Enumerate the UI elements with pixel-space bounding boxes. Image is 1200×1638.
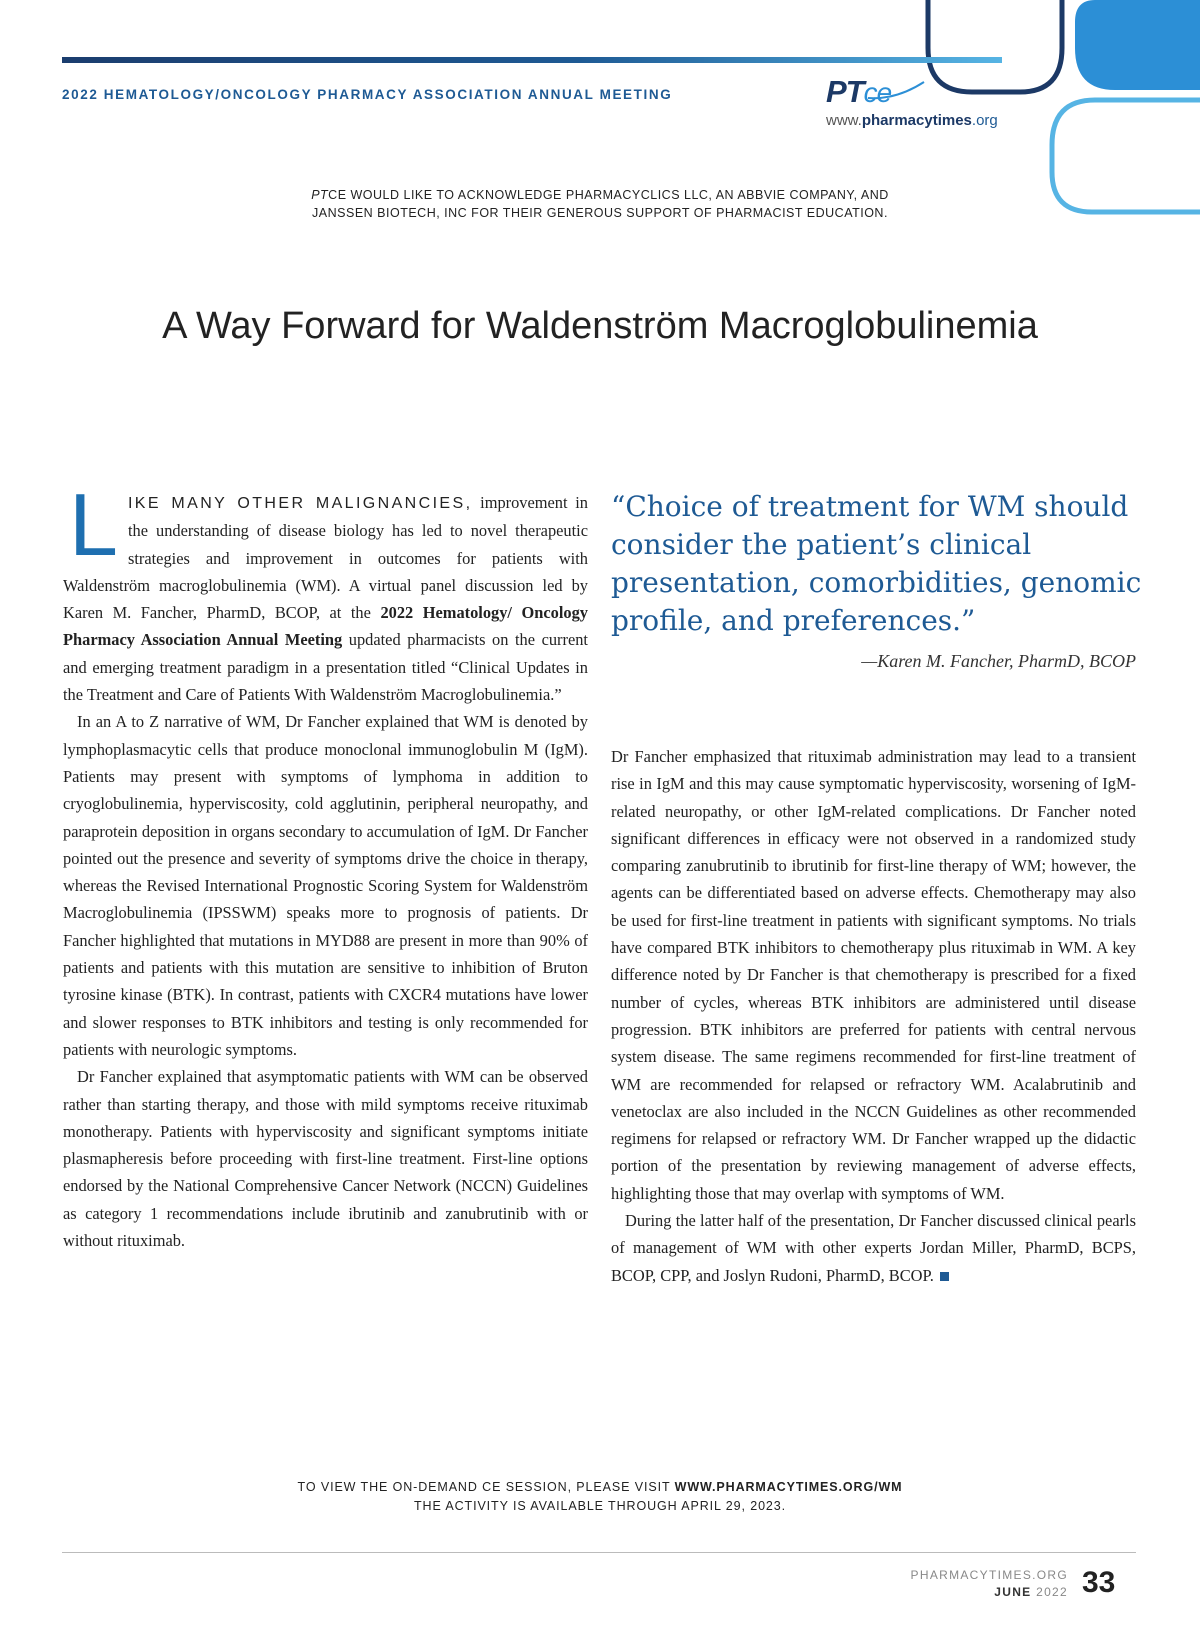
light-blue-rounded-shape (1052, 100, 1200, 212)
article-paragraph-2: In an A to Z narrative of WM, Dr Fancher explained that WM is denoted by lymphoplasmacytic cells that produce monoclonal immunoglobulin M (IgM). Patients may present with symptoms of lymphoma in addition to cryoglobulinemia, hyperviscosity, cold agglutinin, peripheral neuropathy, and paraprotein deposition in organs secondary to accumulation of IgM. Dr Fancher pointed out the presence and severity of symptoms drive the choice in therapy, whereas the Revised International Prognostic Scoring System for Waldenström Macroglobulinemia (IPSSWM) speaks more to prognosis of patients. Dr Fancher highlighted that mutations in MYD88 are present in more than 90% of patients and patients with this mutation are sensitive to inhibition of Bruton tyrosine kinase (BTK). In contrast, patients with CXCR4 mutations have lower and slower responses to BTK inhibitors and testing is only recommended for patients with neurologic symptoms. (63, 712, 588, 1059)
lead-in: IKE MANY OTHER MALIGNANCIES, (127, 495, 473, 512)
article-paragraph-4: Dr Fancher emphasized that rituximab administration may lead to a transient rise in IgM and this may cause symptomatic hyperviscosity, worsening of IgM-related neuropathy, or other IgM-related complications. Dr Fancher noted significant differences in efficacy were not observed in a randomized study comparing zanubrutinib to ibrutinib for first-line therapy of WM; however, the agents can be differentiated based on adverse effects. Chemotherapy may also be used for first-line treatment in patients with significant symptoms. No trials have compared BTK inhibitors to chemotherapy plus rituximab in WM. A key difference noted by Dr Fancher is that chemotherapy is prescribed for a fixed number of cycles, whereas BTK inhibitors are administered until disease progression. BTK inhibitors are preferred for patients with central nervous system disease. The same regimens recommended for first-line treatment of WM are recommended for relapsed or refractory WM. Acalabrutinib and venetoclax are also included in the NCCN Guidelines as other recommended regimens for relapsed or refractory WM. Dr Fancher wrapped up the didactic portion of the presentation by reviewing management of adverse effects, highlighting those that may overlap with symptoms of WM. (611, 747, 1136, 1203)
footer-site: PHARMACYTIMES.ORG (910, 1568, 1068, 1582)
ce-session-link[interactable]: WWW.PHARMACYTIMES.ORG/WM (674, 1480, 903, 1494)
article-right-column (611, 743, 1136, 1289)
article-paragraph-1: LIKE MANY OTHER MALIGNANCIES, improvement in the understanding of disease biology has led to novel therapeutic strategies and improvement in outcomes for patients with Waldenström macroglobulinemia (WM). A virtual panel discussion led by Karen M. Fancher, PharmD, BCOP, at the 2022 Hematology/ Oncology Pharmacy Association Annual Meeting updated pharmacists on the current and emerging treatment paradigm in a presentation titled “Clinical Updates in the Treatment and Care of Patients With Waldenström Macroglobulinemia.” (63, 475, 589, 705)
pull-quote-attribution: —Karen M. Fancher, PharmD, BCOP (861, 651, 1136, 671)
header-rule (62, 57, 1002, 63)
meeting-name: 2022 HEMATOLOGY/ONCOLOGY PHARMACY ASSOCIATION ANNUAL MEETING (62, 87, 673, 102)
ce-session-callout: TO VIEW THE ON-DEMAND CE SESSION, PLEASE VISIT WWW.PHARMACYTIMES.ORG/WM THE ACTIVITY IS AVAILABLE THROUGH APRIL 29, 2023. (297, 1480, 903, 1513)
drop-cap: L (69, 475, 118, 574)
article-left-column (63, 475, 589, 1254)
article-paragraph-3: Dr Fancher explained that asymptomatic patients with WM can be observed rather than starting therapy, and those with mild symptoms receive rituximab monotherapy. Patients with hyperviscosity and significant symptoms initiate plasmapheresis before proceeding with first-line treatment. First-line options endorsed by the National Comprehensive Cancer Network (NCCN) Guidelines as category 1 recommendations include ibrutinib and zanubrutinib with or without rituximab. (63, 1067, 588, 1251)
end-mark-icon (940, 1272, 949, 1281)
logo-url[interactable]: www.pharmacytimes.org (826, 112, 998, 129)
pull-quote: “Choice of treatment for WM should consider the patient’s clinical presentation, comorbidities, genomic profile, and preferences.” (611, 490, 1142, 637)
sponsor-acknowledgement: PTCE WOULD LIKE TO ACKNOWLEDGE PHARMACYCLICS LLC, AN ABBVIE COMPANY, AND JANSSEN BIOTECH, INC FOR THEIR GENEROUS SUPPORT OF PHARMACIST EDUCATION. (311, 188, 889, 220)
article-title: A Way Forward for Waldenström Macroglobulinemia (162, 305, 1038, 347)
ptce-logo: PTce (826, 74, 892, 109)
navy-rounded-shape (928, 0, 1062, 92)
footer-issue-date: JUNE 2022 (994, 1585, 1068, 1599)
logo-swoosh-icon (866, 80, 926, 102)
blue-rounded-shape (1075, 0, 1200, 90)
footer-rule (62, 1552, 1136, 1553)
page-number: 33 (1082, 1566, 1116, 1599)
article-paragraph-5: During the latter half of the presentation, Dr Fancher discussed clinical pearls of management of WM with other experts Jordan Miller, PharmD, BCPS, BCOP, CPP, and Joslyn Rudoni, PharmD, BCOP. (611, 1211, 1136, 1285)
